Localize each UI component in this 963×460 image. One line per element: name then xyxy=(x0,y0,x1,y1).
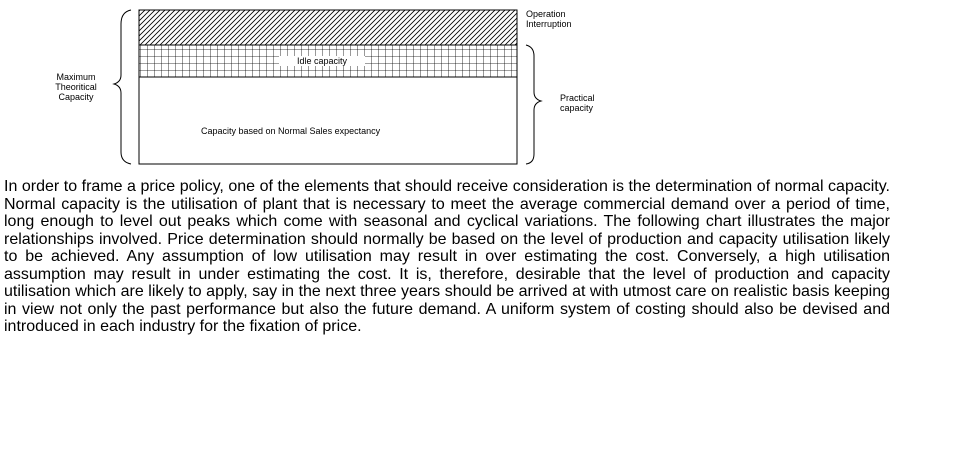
operation-interruption-band xyxy=(139,10,517,45)
normal-sales-capacity-label: Capacity based on Normal Sales expectancy xyxy=(201,126,381,136)
practical-capacity-brace xyxy=(526,45,541,164)
normal-capacity-box xyxy=(139,77,517,164)
operation-interruption-label: Operation Interruption xyxy=(526,9,572,29)
idle-capacity-label: Idle capacity xyxy=(279,56,365,66)
max-capacity-brace xyxy=(114,10,131,164)
capacity-diagram-graphic xyxy=(0,0,963,175)
body-paragraph: In order to frame a price policy, one of the elements that should receive consideration is the determination of normal capacity. Normal capacity is the utilisation of plant that is necessary to meet the average commercial demand over a period of time, long enough to level out peaks which come with seasonal and cyclical variations. The following chart illustrates the major relationships involved. Price determination should normally be based on the level of production and capacity utilisation likely to be achieved. Any assumption of low utilisation may result in over estimating the cost. Conversely, a high utilisation assumption may result in under estimating the cost. It is, therefore, desirable that the level of production and capacity utilisation which are likely to apply, say in the next three years should be arrived at with utmost care on realistic basis keeping in view not only the past performance but also the future demand. A uniform system of costing should also be devised and introduced in each industry for the fixation of price. xyxy=(4,178,890,335)
practical-capacity-label: Practical capacity xyxy=(560,93,595,113)
capacity-diagram xyxy=(0,0,963,175)
max-theoretical-capacity-label: Maximum Theoritical Capacity xyxy=(55,72,97,102)
